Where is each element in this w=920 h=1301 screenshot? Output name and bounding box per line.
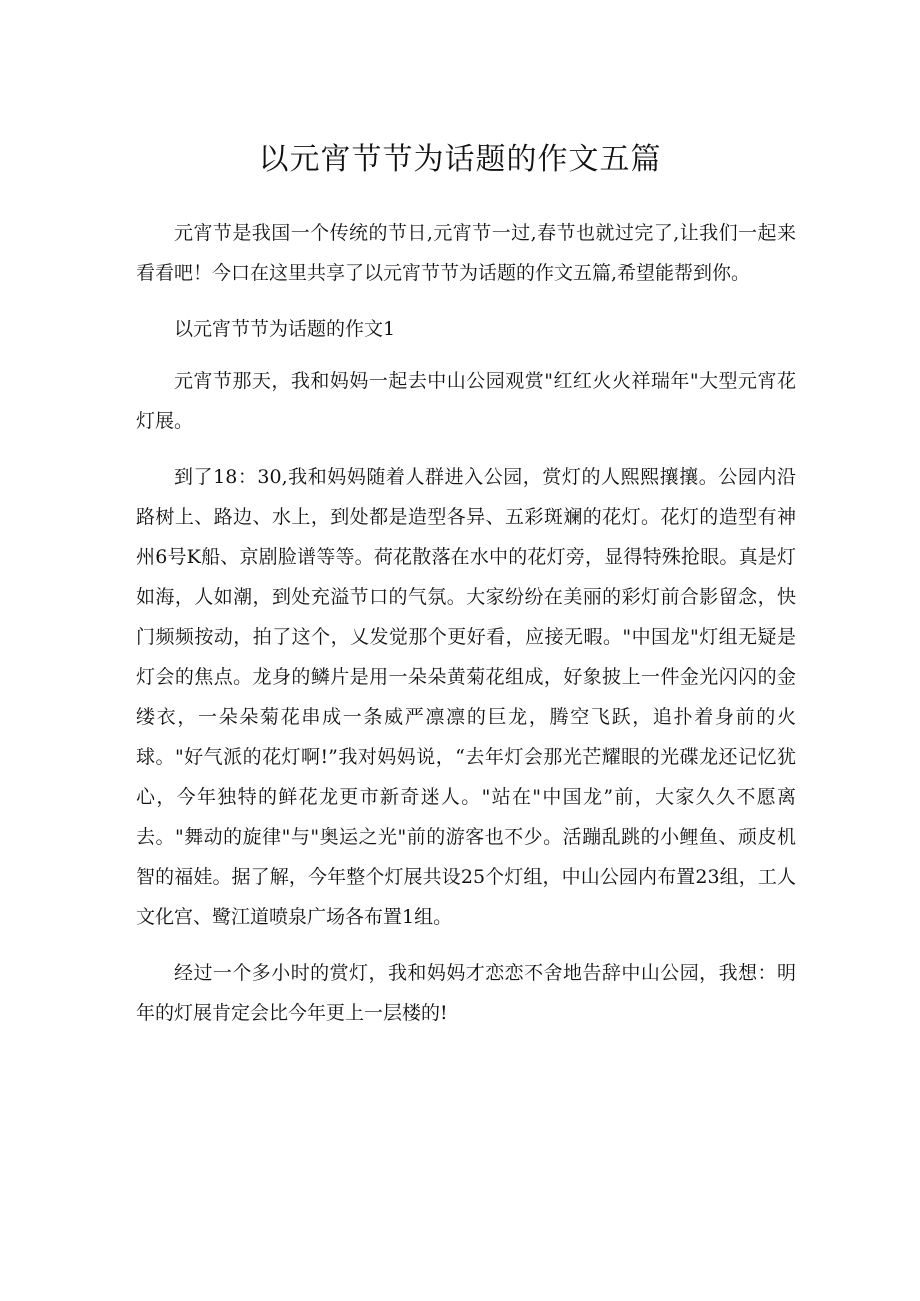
essay-paragraph: 经过一个多小时的赏灯，我和妈妈才恋恋不舍地告辞中山公园，我想：明年的灯展肯定会比今年更上一层楼的!	[136, 962, 796, 1024]
essay-paragraph: 元宵节那天，我和妈妈一起去中山公园观赏"红红火火祥瑞年"大型元宵花灯展。	[136, 370, 796, 432]
intro-paragraph: 元宵节是我国一个传统的节日,元宵节一过,春节也就过完了,让我们一起来看看吧！今口在这里共享了以元宵节节为话题的作文五篇,希望能帮到你。	[136, 222, 796, 284]
section-heading: 以元宵节节为话题的作文1	[174, 318, 396, 340]
document-body	[136, 213, 796, 1049]
essay-paragraph: 到了18：30,我和妈妈随着人群进入公园，赏灯的人熙熙攘攘。公园内沿路树上、路边、水上，到处都是造型各异、五彩斑斓的花灯。花灯的造型有神州6号K船、京剧脸谱等等。荷花散落在水中的花灯旁，显得特殊抢眼。真是灯如海，人如潮，到处充溢节口的气氛。大家纷纷在美丽的彩灯前合影留念，快门频频按动，拍了这个，乂发觉那个更好看，应接无暇。"中国龙"灯组无疑是灯会的焦点。龙身的鳞片是用一朵朵黄菊花组成，好象披上一件金光闪闪的金缕衣，一朵朵菊花串成一条威严凛凛的巨龙，腾空飞跃，追扑着身前的火球。"好气派的花灯啊!”我对妈妈说，“去年灯会那光芒耀眼的光碟龙还记忆犹心，今年独特的鲜花龙更市新奇迷人。"站在"中国龙”前，大家久久不愿离去。"舞动的旋律"与"奥运之光"前的游客也不少。活蹦乱跳的小鲤鱼、顽皮机智的福娃。据了解，今年整个灯展共设25个灯组，中山公园内布置23组，工人文化宫、鹭江道喷泉广场各布置1组。	[136, 466, 796, 928]
document-title: 以元宵节节为话题的作文五篇	[258, 142, 662, 177]
